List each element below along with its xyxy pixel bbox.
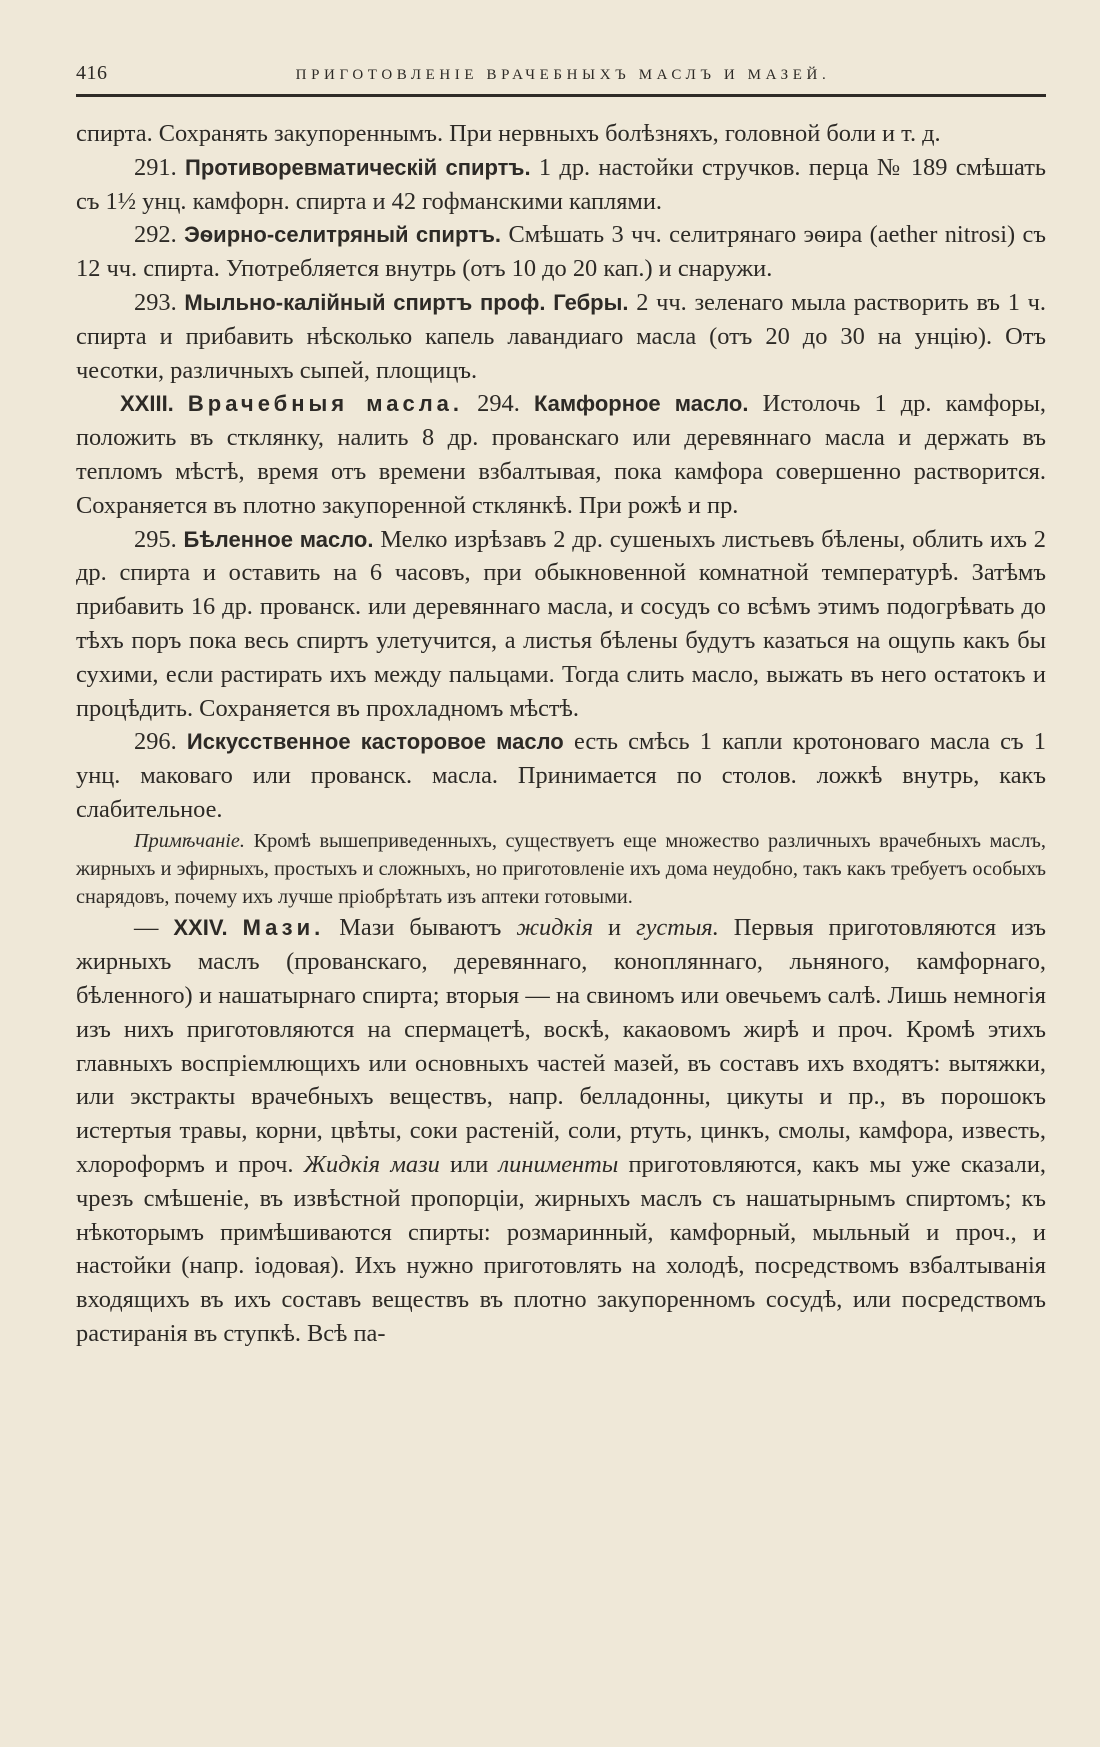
running-head bbox=[76, 62, 1046, 94]
recipe-number: 292. bbox=[134, 221, 177, 249]
recipe-292 bbox=[76, 218, 1046, 286]
recipe-293 bbox=[76, 286, 1046, 387]
recipe-number: 295. bbox=[134, 525, 177, 553]
main-text bbox=[76, 117, 1046, 1351]
section-xxiv: — XXIV. Мази. Мази бываютъ жидкія и густыя. Первыя приготовляются изъ жирныхъ маслъ (прованскаго, деревяннаго, конопляннаго, льняного, камфорнаго, бѣленного) и нашатырнаго спирта; вторыя — на свиномъ или овечьемъ салѣ. Лишь немногія изъ нихъ приготовляются на спермацетѣ, воскѣ, какаовомъ жирѣ и проч. Кромѣ этихъ главныхъ воспріемлющихъ или основныхъ частей мазей, въ составъ ихъ входятъ: вытяжки, или экстракты врачебныхъ веществъ, напр. белладонны, цикуты и пр., въ порошокъ истертыя травы, корни, цвѣты, соки растеній, соли, ртуть, цинкъ, смолы, камфора, известь, хлороформъ и проч. Жидкія мази или линименты приготовляются, какъ мы уже сказали, чрезъ смѣшеніе, въ извѣстной пропорціи, жирныхъ маслъ съ нашатырнымъ спиртомъ; къ нѣкоторымъ примѣшиваются спирты: розмаринный, камфорный, мыльный и проч., и настойки (напр. іодовая). Ихъ нужно приготовлять на холодѣ, посредствомъ взбалтыванія входящихъ въ ихъ составъ веществъ въ плотно закупоренномъ сосудѣ, или посредствомъ растиранія въ ступкѣ. Всѣ па- bbox=[76, 914, 1046, 1347]
recipe-text: есть смѣсь 1 капли кротоноваго масла съ 1 унц. маковаго или прованск. масла. Принимается по столов. ложкѣ внутрь, какъ слабительное. bbox=[76, 728, 1046, 823]
italic-term: жидкія bbox=[516, 914, 594, 942]
section-title: Врачебныя масла. bbox=[187, 391, 464, 417]
recipe-295 bbox=[76, 523, 1046, 726]
italic-term: Жидкія мази bbox=[303, 1150, 440, 1178]
recipe-title: Камфорное масло. bbox=[533, 391, 749, 417]
recipe-text: 1 др. настойки стручков. перца № 189 смѣшать съ 1½ унц. камфорн. спирта и 42 гофманскими каплями. bbox=[76, 153, 1046, 215]
recipe-number: 293. bbox=[134, 288, 177, 316]
footnote-remark bbox=[76, 827, 1046, 912]
section-xxiii bbox=[76, 387, 1046, 522]
header-rule bbox=[76, 94, 1046, 97]
recipe-number: 296. bbox=[134, 728, 177, 756]
italic-term: густыя. bbox=[636, 914, 719, 942]
recipe-title: Эѳирно-селитряный спиртъ. bbox=[184, 222, 502, 248]
italic-term: линименты bbox=[498, 1150, 619, 1178]
recipe-title: Искусственное касторовое масло bbox=[186, 729, 564, 755]
section-numeral: XXIII. bbox=[120, 391, 174, 417]
recipe-text: Истолочь 1 др. камфоры, положить въ стклянку, налить 8 др. прованскаго или деревяннаго масла и держать въ тепломъ мѣстѣ, время отъ времени взбалтывая, пока камфора совершенно растворится. Сохраняется въ плотно закупоренной стклянкѣ. При рожѣ и пр. bbox=[76, 390, 1046, 519]
recipe-291 bbox=[76, 151, 1046, 219]
recipe-number: 294. bbox=[477, 390, 520, 418]
note-label: Примѣчаніе. bbox=[134, 829, 245, 852]
section-title: Мази. bbox=[242, 915, 325, 941]
section-dash: — bbox=[134, 914, 159, 942]
running-title: ПРИГОТОВЛЕНІЕ ВРАЧЕБНЫХЪ МАСЛЪ И МАЗЕЙ. bbox=[295, 67, 831, 83]
note-text: Кромѣ вышеприведенныхъ, существуетъ еще множество различныхъ врачебныхъ маслъ, жирныхъ и эфирныхъ, простыхъ и сложныхъ, но приготовленіе ихъ дома неудобно, такъ какъ требуетъ особыхъ снарядовъ, почему ихъ лучше пріобрѣтать изъ аптеки готовыми. bbox=[76, 829, 1046, 909]
recipe-title: Мыльно-калійный спиртъ проф. Гебры. bbox=[184, 289, 629, 315]
recipe-text: Мелко изрѣзавъ 2 др. сушеныхъ листьевъ бѣлены, облить ихъ 2 др. спирта и оставить на 6 часовъ, при обыкновенной комнатной температурѣ. Затѣмъ прибавить 16 др. прованск. или деревяннаго масла, и сосудъ со всѣмъ этимъ подогрѣвать до тѣхъ поръ пока весь спиртъ улетучится, а листья бѣлены будутъ казаться на ощупь какъ бы сухими, если растирать ихъ между пальцами. Тогда слить масло, выжать въ него остатокъ и процѣдить. Сохраняется въ прохладномъ мѣстѣ. bbox=[76, 525, 1046, 722]
recipe-296 bbox=[76, 725, 1046, 826]
recipe-number: 291. bbox=[134, 153, 177, 181]
page-number: 416 bbox=[76, 62, 108, 84]
recipe-title: Бѣленное масло. bbox=[183, 526, 374, 552]
section-numeral: XXIV. bbox=[173, 915, 228, 941]
recipe-text: Смѣшать 3 чч. селитрянаго эѳира (aether nitrosi) съ 12 чч. спирта. Употребляется внутрь (отъ 10 до 20 кап.) и снаружи. bbox=[76, 221, 1046, 283]
paragraph-continuation: спирта. Сохранять закупореннымъ. При нервныхъ болѣзняхъ, головной боли и т. д. bbox=[76, 120, 941, 147]
recipe-title: Противоревматическій спиртъ. bbox=[185, 154, 531, 180]
recipe-text: 2 чч. зеленаго мыла растворить въ 1 ч. спирта и прибавить нѣсколько капель лавандиаго масла (отъ 20 до 30 на унцію). Отъ чесотки, различныхъ сыпей, площицъ. bbox=[76, 288, 1046, 384]
